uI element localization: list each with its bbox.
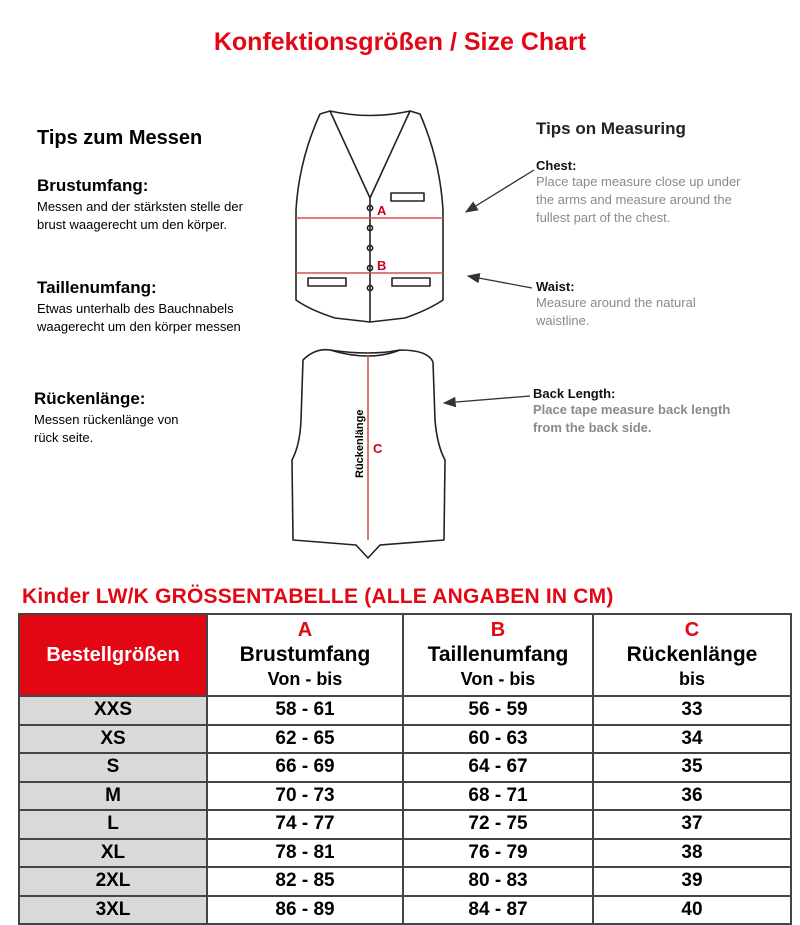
size-cell: L [19, 810, 207, 839]
waist-cell: 60 - 63 [403, 725, 593, 754]
back-cell: 37 [593, 810, 791, 839]
table-row [19, 867, 791, 896]
chest-cell: 74 - 77 [207, 810, 403, 839]
tips-de-chest-line-1: Messen and der stärksten stelle der [37, 199, 243, 214]
vest-front-right-pocket [392, 278, 430, 286]
tips-en-back-line-1: Place tape measure back length [533, 402, 731, 417]
tips-de-back-line-1: Messen rückenlänge von [34, 412, 179, 427]
table-row [19, 810, 791, 839]
size-cell: 2XL [19, 867, 207, 896]
back-cell: 36 [593, 782, 791, 811]
size-table-header-row [19, 614, 791, 696]
chest-cell: 58 - 61 [207, 696, 403, 725]
tips-en-chest-line-1: Place tape measure close up under [536, 174, 741, 189]
waist-cell: 56 - 59 [403, 696, 593, 725]
size-cell: M [19, 782, 207, 811]
tips-de-waist-line-2: waagerecht um den körper messen [37, 319, 241, 334]
header-order-size: Bestellgrößen [19, 614, 207, 696]
waist-arrow [468, 276, 532, 288]
waist-cell: 84 - 87 [403, 896, 593, 925]
chest-cell: 70 - 73 [207, 782, 403, 811]
size-cell: 3XL [19, 896, 207, 925]
waist-cell: 80 - 83 [403, 867, 593, 896]
tips-en-heading: Tips on Measuring [536, 119, 686, 138]
header-waist-letter: B [490, 619, 506, 641]
tips-en-waist-line-2: waistline. [536, 313, 590, 328]
size-table-title: Kinder LW/K GRÖSSENTABELLE (ALLE ANGABEN IN CM) [22, 585, 614, 608]
vest-front-chest-pocket [391, 193, 424, 201]
tips-de-waist-line-1: Etwas unterhalb des Bauchnabels [37, 301, 234, 316]
header-back-sub: bis [678, 669, 705, 689]
header-waist-sub: Von - bis [460, 669, 536, 689]
vest-front-neckline [330, 111, 410, 198]
tips-en-waist-line-1: Measure around the natural [536, 295, 696, 310]
tips-de-chest-title: Brustumfang: [37, 176, 149, 195]
vest-front-left-pocket [308, 278, 346, 286]
marker-c: C [373, 441, 383, 456]
tips-de-chest-line-2: brust waagerecht um den körper. [37, 217, 228, 232]
tips-en-back-title: Back Length: [533, 386, 616, 401]
tips-de-waist-title: Taillenumfang: [37, 278, 157, 297]
tips-en-back-line-2: from the back side. [533, 420, 652, 435]
back-cell: 35 [593, 753, 791, 782]
table-row [19, 839, 791, 868]
table-row [19, 896, 791, 925]
size-cell: XXS [19, 696, 207, 725]
table-row [19, 782, 791, 811]
tips-en-chest-title: Chest: [536, 158, 577, 173]
marker-a: A [377, 203, 387, 218]
header-back-name: Rückenlänge [626, 643, 758, 666]
chest-cell: 82 - 85 [207, 867, 403, 896]
tips-de-back-title: Rückenlänge: [34, 389, 146, 408]
header-chest [207, 614, 403, 696]
header-back [593, 614, 791, 696]
header-chest-name: Brustumfang [239, 643, 371, 666]
back-length-arrow [444, 396, 530, 403]
tips-en-waist-title: Waist: [536, 279, 575, 294]
chest-cell: 62 - 65 [207, 725, 403, 754]
back-cell: 38 [593, 839, 791, 868]
tips-de-back-line-2: rück seite. [34, 430, 94, 445]
waist-cell: 64 - 67 [403, 753, 593, 782]
page-title: Konfektionsgrößen / Size Chart [213, 28, 587, 56]
back-cell: 39 [593, 867, 791, 896]
table-row [19, 696, 791, 725]
waist-cell: 76 - 79 [403, 839, 593, 868]
header-waist-name: Taillenumfang [427, 643, 569, 666]
header-back-letter: C [684, 619, 700, 641]
size-cell: XL [19, 839, 207, 868]
chest-arrow [466, 170, 534, 212]
size-table [18, 613, 792, 925]
table-row [19, 753, 791, 782]
table-row [19, 725, 791, 754]
header-chest-letter: A [297, 619, 313, 641]
waist-cell: 68 - 71 [403, 782, 593, 811]
back-length-label: Rückenlänge [354, 409, 366, 478]
header-chest-sub: Von - bis [267, 669, 343, 689]
chest-cell: 86 - 89 [207, 896, 403, 925]
size-cell: XS [19, 725, 207, 754]
tips-de-heading: Tips zum Messen [37, 127, 203, 149]
back-cell: 33 [593, 696, 791, 725]
back-cell: 40 [593, 896, 791, 925]
chest-cell: 66 - 69 [207, 753, 403, 782]
tips-en-chest-line-2: the arms and measure around the [536, 192, 732, 207]
chest-cell: 78 - 81 [207, 839, 403, 868]
back-cell: 34 [593, 725, 791, 754]
waist-cell: 72 - 75 [403, 810, 593, 839]
header-waist [403, 614, 593, 696]
marker-b: B [377, 258, 387, 273]
vest-front [296, 111, 443, 322]
tips-en-chest-line-3: fullest part of the chest. [536, 210, 671, 225]
size-cell: S [19, 753, 207, 782]
